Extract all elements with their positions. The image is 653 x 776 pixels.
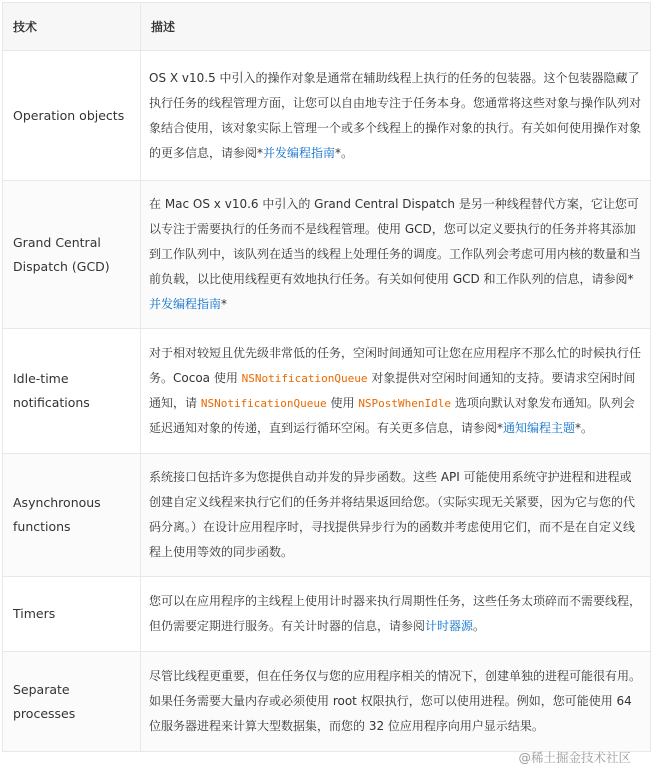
desc-text: *	[257, 145, 264, 160]
tech-name: Operation objects	[3, 51, 141, 181]
desc-text: *。	[335, 145, 354, 160]
doc-link[interactable]: 并发编程指南	[149, 297, 222, 311]
tech-desc	[141, 454, 651, 577]
tech-desc	[141, 652, 651, 752]
inline-code: NSNotificationQueue	[241, 372, 368, 385]
table-row	[3, 652, 651, 752]
tech-name: Asynchronous functions	[3, 454, 141, 577]
table-row	[3, 577, 651, 652]
desc-text: *	[497, 421, 504, 435]
table-row	[3, 454, 651, 577]
tech-name: Idle-time notifications	[3, 329, 141, 454]
tech-desc	[141, 181, 651, 329]
tech-name: Timers	[3, 577, 141, 652]
desc-text: 。	[473, 619, 486, 633]
desc-text: *	[627, 272, 634, 286]
desc-text: 选项向默认对象发布通知。队列会延迟通知对象的传递，直到运行循环空闲。有关更多信息，请参阅	[149, 396, 635, 435]
desc-text: 使用	[326, 396, 359, 410]
table-row	[3, 51, 651, 181]
table-row	[3, 329, 651, 454]
desc-text: 在 Mac OS x v10.6 中引入的 Grand Central Dispatch 是另一种线程替代方案，它让您可以专注于需要执行的任务而不是线程管理。使用 GCD，您可以定义要执行的任务并将其添加到工作队列中，该队列在适当的线程上处理任务的调度。工作队列会考虑可用内核的数量和当前负载，以比使用线程更有效地执行任务。有关如何使用 GCD 和工作队列的信息，请参阅	[149, 197, 642, 286]
doc-link[interactable]: 通知编程主题	[503, 421, 576, 435]
doc-link[interactable]: 计时器源	[425, 619, 474, 633]
desc-text: 系统接口包括许多为您提供自动并发的异步函数。这些 API 可能使用系统守护进程和进程或创建自定义线程来执行它们的任务并将结果返回给您。（实际实现无关紧要，因为它与您的代码分离。）在设计应用程序时，寻找提供异步行为的函数并考虑使用它们，而不是在自定义线程上使用等效的同步函数。	[149, 470, 636, 559]
header-desc: 描述	[141, 3, 651, 51]
tech-desc	[141, 329, 651, 454]
watermark: @稀土掘金技术社区	[518, 750, 631, 765]
desc-text: OS X v10.5 中引入的操作对象是通常在辅助线程上执行的任务的包装器。这个包装器隐藏了执行任务的线程管理方面，让您可以自由地专注于任务本身。您通常将这些对象与操作队列对象结合使用，该对象实际上管理一个或多个线程上的操作对象的执行。有关如何使用操作对象的更多信息，请参阅	[149, 70, 642, 160]
table-header-row	[3, 3, 651, 51]
inline-code: NSPostWhenIdle	[358, 397, 452, 410]
doc-link[interactable]: 并发编程指南	[263, 145, 336, 160]
tech-name: Separate processes	[3, 652, 141, 752]
desc-text: 对于相对较短且优先级非常低的任务，空闲时间通知可让您在应用程序不那么忙的时候执行任务。Cocoa 使用	[149, 346, 642, 385]
desc-text: *	[221, 297, 228, 311]
tech-desc	[141, 577, 651, 652]
table-row	[3, 181, 651, 329]
header-tech: 技术	[3, 3, 141, 51]
desc-text: 对象提供对空闲时间通知的支持。要请求空闲时间通知，请	[149, 371, 636, 410]
tech-desc	[141, 51, 651, 181]
tech-table	[2, 2, 651, 752]
desc-text: 尽管比线程更重要，但在任务仅与您的应用程序相关的情况下，创建单独的进程可能很有用。如果任务需要大量内存或必须使用 root 权限执行，您可以使用进程。例如，您可能使用 64 位服务器进程来计算大型数据集，而您的 32 位应用程序向用户显示结果。	[149, 669, 642, 733]
desc-text: *。	[575, 421, 594, 435]
desc-text: 您可以在应用程序的主线程上使用计时器来执行周期性任务，这些任务太琐碎而不需要线程，但仍需要定期进行服务。有关计时器的信息，请参阅	[149, 594, 642, 633]
tech-name: Grand Central Dispatch (GCD)	[3, 181, 141, 329]
inline-code: NSNotificationQueue	[200, 397, 327, 410]
